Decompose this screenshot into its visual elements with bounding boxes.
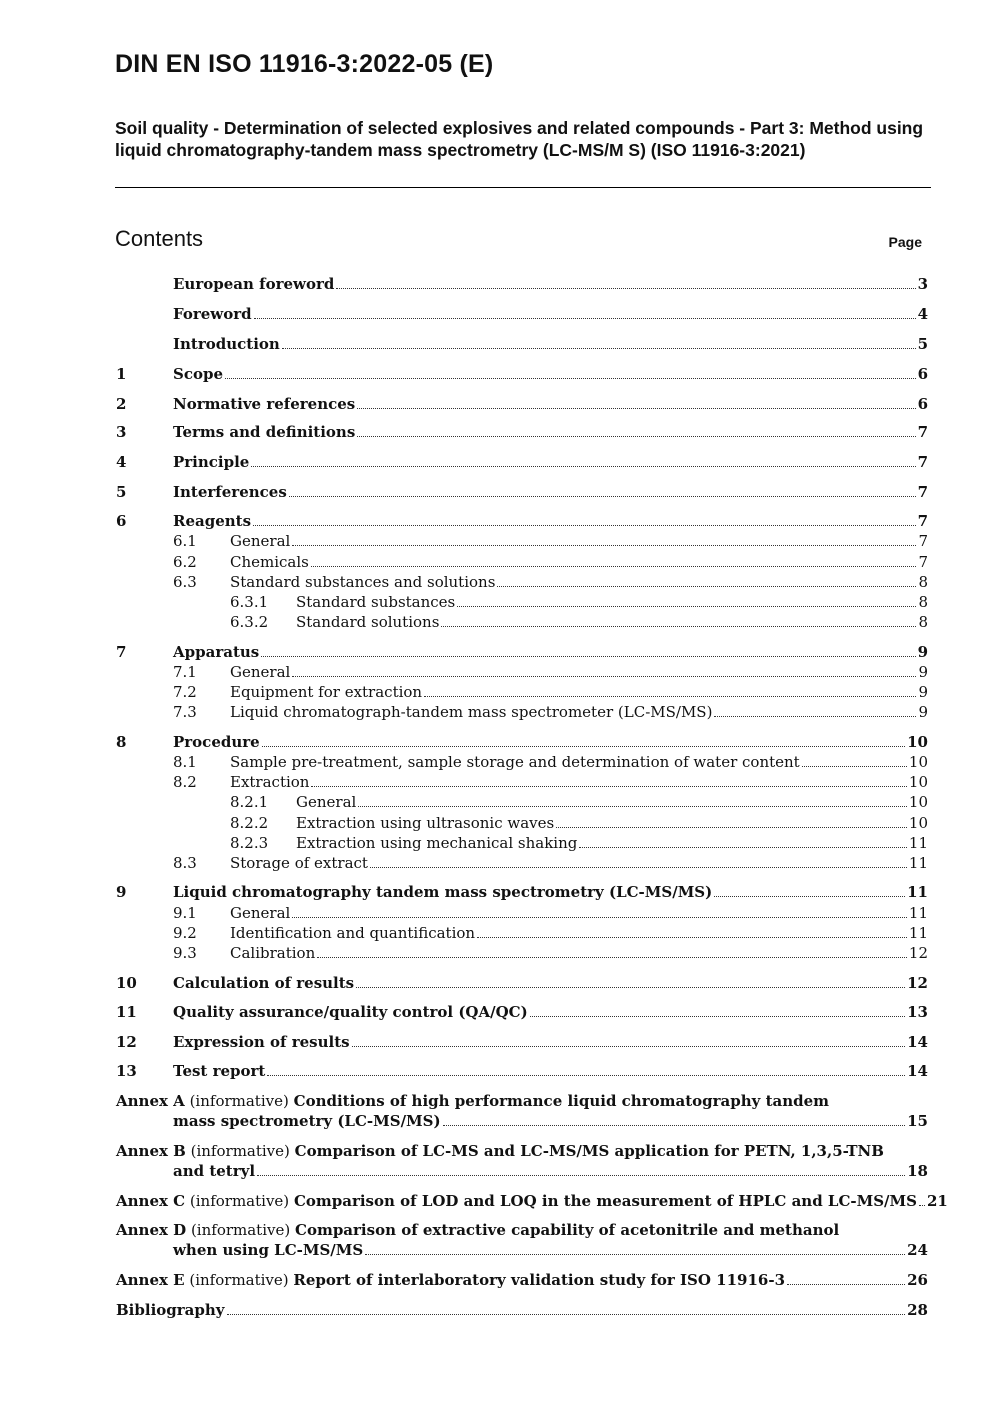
toc-entry-title: Calibration bbox=[230, 944, 316, 962]
dot-leader bbox=[714, 716, 916, 717]
dot-leader bbox=[352, 1046, 906, 1047]
toc-entry[interactable] bbox=[116, 642, 928, 662]
toc-entry-title: Extraction bbox=[230, 773, 310, 791]
toc-entry[interactable] bbox=[116, 1240, 928, 1260]
toc-entry-page: 9 bbox=[918, 683, 928, 701]
dot-leader bbox=[227, 1314, 906, 1315]
document-id: DIN EN ISO 11916-3:2022-05 (E) bbox=[115, 50, 494, 78]
toc-entry-title: Identification and quantification bbox=[230, 924, 476, 942]
toc-entry[interactable] bbox=[116, 732, 928, 752]
toc-entry[interactable] bbox=[116, 923, 928, 943]
toc-entry[interactable] bbox=[116, 973, 928, 993]
toc-entry-title: General bbox=[296, 793, 357, 811]
toc-entry-number: 6.3.2 bbox=[230, 613, 269, 631]
dot-leader bbox=[714, 896, 905, 897]
toc-entry-number: 8.2.2 bbox=[230, 814, 269, 832]
dot-leader bbox=[336, 288, 915, 289]
toc-entry-page: 11 bbox=[908, 924, 928, 942]
dot-leader bbox=[441, 626, 916, 627]
toc-entry-title: General bbox=[230, 663, 291, 681]
toc-entry-number: 4 bbox=[116, 453, 127, 471]
toc-entry-page: 3 bbox=[917, 275, 928, 293]
toc-entry-title: Scope bbox=[173, 365, 224, 383]
dot-leader bbox=[254, 318, 916, 319]
toc-entry[interactable] bbox=[116, 511, 928, 531]
toc-entry[interactable] bbox=[116, 531, 928, 551]
toc-entry[interactable] bbox=[116, 334, 928, 354]
toc-entry[interactable] bbox=[116, 1270, 928, 1290]
toc-entry-title: Principle bbox=[173, 453, 250, 471]
toc-entry-number: 7.1 bbox=[173, 663, 197, 681]
annex-prefix: Annex D bbox=[116, 1221, 187, 1239]
toc-entry[interactable] bbox=[116, 1061, 928, 1081]
toc-entry-page: 18 bbox=[907, 1162, 928, 1180]
toc-entry-page: 6 bbox=[917, 395, 928, 413]
toc-entry[interactable] bbox=[116, 833, 928, 853]
toc-entry[interactable] bbox=[116, 1002, 928, 1022]
toc-entry-number: 8.2.3 bbox=[230, 834, 269, 852]
toc-entry-page: 11 bbox=[908, 834, 928, 852]
toc-entry-page: 8 bbox=[918, 573, 928, 591]
toc-entry[interactable] bbox=[116, 903, 928, 923]
toc-entry[interactable] bbox=[116, 452, 928, 472]
dot-leader bbox=[267, 1075, 905, 1076]
toc-entry-page: 10 bbox=[908, 753, 928, 771]
toc-entry[interactable] bbox=[116, 592, 928, 612]
toc-entry-page: 12 bbox=[908, 944, 928, 962]
page-column-label: Page bbox=[888, 234, 922, 250]
toc-entry-number: 12 bbox=[116, 1033, 137, 1051]
toc-entry-title: General bbox=[230, 904, 291, 922]
toc-entry[interactable] bbox=[116, 662, 928, 682]
toc-entry-title: Test report bbox=[173, 1062, 266, 1080]
toc-entry-page: 7 bbox=[917, 483, 928, 501]
toc-entry-page: 6 bbox=[917, 365, 928, 383]
annex-title: Comparison of LOD and LOQ in the measurement of HPLC and LC-MS/MS bbox=[293, 1192, 917, 1210]
toc-entry-number: 9.3 bbox=[173, 944, 197, 962]
toc-entry[interactable] bbox=[116, 853, 928, 873]
contents-heading: Contents bbox=[115, 226, 204, 251]
toc-entry-title: Quality assurance/quality control (QA/QC) bbox=[173, 1003, 528, 1021]
annex-prefix: Annex A bbox=[116, 1092, 185, 1110]
dot-leader bbox=[357, 436, 915, 437]
annex-title: Conditions of high performance liquid chromatography tandem bbox=[293, 1092, 830, 1110]
toc-entry-title: Sample pre-treatment, sample storage and determination of water content bbox=[230, 753, 800, 771]
toc-entry-page: 11 bbox=[908, 854, 928, 872]
toc-entry-page: 10 bbox=[908, 773, 928, 791]
toc-entry-title: European foreword bbox=[173, 275, 335, 293]
toc-entry-page: 8 bbox=[918, 593, 928, 611]
toc-entry-title: Standard substances and solutions bbox=[230, 573, 496, 591]
toc-entry-page: 10 bbox=[908, 814, 928, 832]
toc-entry[interactable] bbox=[116, 702, 928, 722]
dot-leader bbox=[251, 466, 915, 467]
toc-entry-number: 13 bbox=[116, 1062, 137, 1080]
dot-leader bbox=[357, 408, 915, 409]
title-rule bbox=[115, 187, 931, 188]
toc-entry-title: Equipment for extraction bbox=[230, 683, 423, 701]
toc-entry-number: 5 bbox=[116, 483, 127, 501]
dot-leader bbox=[787, 1284, 905, 1285]
toc-entry-page: 7 bbox=[917, 453, 928, 471]
dot-leader bbox=[530, 1016, 905, 1017]
toc-entry-title: Expression of results bbox=[173, 1033, 350, 1051]
toc-entry-title: Normative references bbox=[173, 395, 356, 413]
toc-entry-page: 13 bbox=[907, 1003, 928, 1021]
toc-entry[interactable] bbox=[116, 364, 928, 384]
toc-entry-title: Extraction using ultrasonic waves bbox=[296, 814, 555, 832]
annex-heading-line[interactable] bbox=[116, 1220, 839, 1240]
toc-entry[interactable] bbox=[116, 394, 928, 414]
toc-entry-number: 7.3 bbox=[173, 703, 197, 721]
toc-entry-page: 28 bbox=[907, 1301, 928, 1319]
toc-entry-number: 8.1 bbox=[173, 753, 197, 771]
dot-leader bbox=[556, 827, 907, 828]
toc-entry-title: Standard substances bbox=[296, 593, 456, 611]
toc-entry-page: 11 bbox=[907, 883, 928, 901]
toc-entry-page: 14 bbox=[907, 1033, 928, 1051]
toc-entry[interactable] bbox=[116, 612, 928, 632]
toc-entry[interactable] bbox=[116, 422, 928, 442]
dot-leader bbox=[477, 937, 907, 938]
toc-entry-number: 7.2 bbox=[173, 683, 197, 701]
dot-leader bbox=[497, 586, 916, 587]
annex-heading bbox=[116, 1191, 917, 1211]
toc-entry[interactable] bbox=[116, 882, 928, 902]
annex-title-continued: mass spectrometry (LC-MS/MS) bbox=[173, 1112, 441, 1130]
annex-kind: (informative) bbox=[189, 1092, 289, 1110]
toc-entry-page: 11 bbox=[908, 904, 928, 922]
dot-leader bbox=[457, 606, 916, 607]
annex-title-continued: and tetryl bbox=[173, 1162, 256, 1180]
toc-entry-number: 1 bbox=[116, 365, 127, 383]
dot-leader bbox=[292, 917, 907, 918]
toc-entry-title: Reagents bbox=[173, 512, 252, 530]
toc-entry-title: Bibliography bbox=[116, 1301, 225, 1319]
toc-entry[interactable] bbox=[116, 1191, 948, 1211]
toc-entry-title: Storage of extract bbox=[230, 854, 368, 872]
toc-entry-title: Interferences bbox=[173, 483, 287, 501]
dot-leader bbox=[282, 348, 916, 349]
toc-entry-title: Chemicals bbox=[230, 553, 309, 571]
toc-entry[interactable] bbox=[116, 682, 928, 702]
toc-entry-title: Procedure bbox=[173, 733, 260, 751]
toc-entry-number: 6.2 bbox=[173, 553, 197, 571]
annex-prefix: Annex E bbox=[116, 1271, 185, 1289]
toc-entry[interactable] bbox=[116, 752, 928, 772]
annex-kind: (informative) bbox=[190, 1221, 291, 1239]
dot-leader bbox=[317, 957, 907, 958]
toc-entry-page: 15 bbox=[907, 1112, 928, 1130]
toc-entry-page: 7 bbox=[918, 532, 928, 550]
annex-kind: (informative) bbox=[189, 1192, 290, 1210]
annex-title: Comparison of extractive capability of acetonitrile and methanol bbox=[295, 1221, 840, 1239]
dot-leader bbox=[311, 566, 917, 567]
toc-entry-number: 6.1 bbox=[173, 532, 197, 550]
dot-leader bbox=[292, 545, 916, 546]
toc-entry-title: Extraction using mechanical shaking bbox=[296, 834, 578, 852]
document-title: Soil quality - Determination of selected explosives and related compounds - Part 3: Method using liquid chromatography-tandem mass spectrometry (LC-MS/M S) (ISO 11916-3:2021) bbox=[115, 118, 924, 160]
toc-entry-page: 7 bbox=[918, 553, 928, 571]
annex-heading-line[interactable] bbox=[116, 1141, 884, 1161]
toc-entry[interactable] bbox=[116, 274, 928, 294]
toc-entry-title: Terms and definitions bbox=[173, 423, 356, 441]
dot-leader bbox=[262, 746, 905, 747]
annex-prefix: Annex C bbox=[116, 1192, 186, 1210]
toc-entry[interactable] bbox=[116, 1161, 928, 1181]
toc-entry-page: 26 bbox=[907, 1271, 928, 1289]
toc-entry-page: 10 bbox=[907, 733, 928, 751]
toc-entry-number: 9.2 bbox=[173, 924, 197, 942]
toc-entry-number: 8.3 bbox=[173, 854, 197, 872]
toc-entry-number: 9.1 bbox=[173, 904, 197, 922]
toc-entry[interactable] bbox=[116, 572, 928, 592]
toc-entry-number: 7 bbox=[116, 643, 127, 661]
dot-leader bbox=[802, 766, 907, 767]
toc-entry-title: Apparatus bbox=[173, 643, 260, 661]
toc-entry-title: Liquid chromatograph-tandem mass spectrometer (LC-MS/MS) bbox=[230, 703, 713, 721]
annex-kind: (informative) bbox=[190, 1142, 290, 1160]
dot-leader bbox=[919, 1205, 925, 1206]
toc-entry-number: 6.3 bbox=[173, 573, 197, 591]
dot-leader bbox=[257, 1175, 905, 1176]
toc-entry-page: 9 bbox=[918, 703, 928, 721]
toc-entry-number: 6.3.1 bbox=[230, 593, 269, 611]
dot-leader bbox=[311, 786, 906, 787]
toc-entry-page: 10 bbox=[908, 793, 928, 811]
toc-entry[interactable] bbox=[116, 1111, 928, 1131]
toc-entry[interactable] bbox=[116, 792, 928, 812]
toc-entry-title: General bbox=[230, 532, 291, 550]
toc-entry-page: 7 bbox=[917, 512, 928, 530]
toc-entry[interactable] bbox=[116, 1300, 928, 1320]
annex-title: Comparison of LC-MS and LC-MS/MS application for PETN, 1,3,5-TNB bbox=[294, 1142, 884, 1160]
toc-entry[interactable] bbox=[116, 943, 928, 963]
toc-entry[interactable] bbox=[116, 482, 928, 502]
annex-heading-line[interactable] bbox=[116, 1091, 829, 1111]
toc-entry-page: 9 bbox=[917, 643, 928, 661]
toc-entry[interactable] bbox=[116, 772, 928, 792]
toc-entry-number: 9 bbox=[116, 883, 127, 901]
dot-leader bbox=[358, 806, 907, 807]
toc-entry-page: 14 bbox=[907, 1062, 928, 1080]
toc-entry-page: 24 bbox=[907, 1241, 928, 1259]
toc-entry[interactable] bbox=[116, 552, 928, 572]
toc-entry-title: Foreword bbox=[173, 305, 252, 323]
annex-prefix: Annex B bbox=[116, 1142, 186, 1160]
annex-title: Report of interlaboratory validation study for ISO 11916-3 bbox=[293, 1271, 786, 1289]
dot-leader bbox=[424, 696, 916, 697]
toc-entry[interactable] bbox=[116, 1032, 928, 1052]
dot-leader bbox=[225, 378, 916, 379]
dot-leader bbox=[292, 676, 916, 677]
toc-entry-page: 7 bbox=[917, 423, 928, 441]
toc-entry-number: 10 bbox=[116, 974, 137, 992]
annex-title-continued: when using LC-MS/MS bbox=[173, 1241, 364, 1259]
toc-entry-title: Calculation of results bbox=[173, 974, 355, 992]
toc-entry-page: 4 bbox=[917, 305, 928, 323]
dot-leader bbox=[370, 867, 907, 868]
toc-entry-page: 8 bbox=[918, 613, 928, 631]
toc-entry-page: 21 bbox=[926, 1192, 948, 1210]
toc-entry-title: Liquid chromatography tandem mass spectrometry (LC-MS/MS) bbox=[173, 883, 713, 901]
annex-heading bbox=[116, 1270, 785, 1290]
toc-entry-number: 11 bbox=[116, 1003, 137, 1021]
toc-entry-number: 8.2 bbox=[173, 773, 197, 791]
dot-leader bbox=[579, 847, 907, 848]
toc-entry-title: Standard solutions bbox=[296, 613, 440, 631]
toc-entry[interactable] bbox=[116, 304, 928, 324]
toc-entry-number: 6 bbox=[116, 512, 127, 530]
toc-entry-page: 12 bbox=[907, 974, 928, 992]
toc-entry-number: 3 bbox=[116, 423, 127, 441]
toc-entry-title: Introduction bbox=[173, 335, 280, 353]
dot-leader bbox=[365, 1254, 905, 1255]
toc-entry[interactable] bbox=[116, 813, 928, 833]
annex-kind: (informative) bbox=[189, 1271, 289, 1289]
toc-entry-page: 5 bbox=[917, 335, 928, 353]
toc-entry-number: 2 bbox=[116, 395, 127, 413]
dot-leader bbox=[443, 1125, 906, 1126]
dot-leader bbox=[356, 987, 905, 988]
toc-entry-page: 9 bbox=[918, 663, 928, 681]
dot-leader bbox=[253, 525, 916, 526]
toc-entry-number: 8.2.1 bbox=[230, 793, 269, 811]
dot-leader bbox=[261, 656, 915, 657]
toc-entry-number: 8 bbox=[116, 733, 127, 751]
dot-leader bbox=[289, 496, 916, 497]
